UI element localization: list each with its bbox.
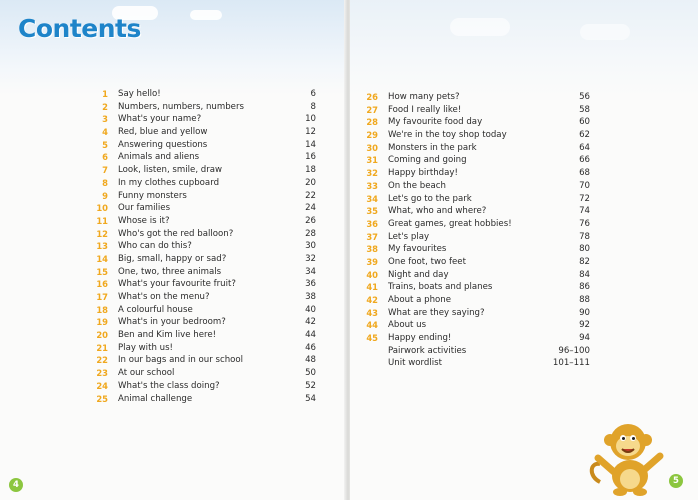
unit-number: 29 xyxy=(366,130,378,141)
unit-number: 11 xyxy=(96,215,108,226)
unit-number: 4 xyxy=(102,127,108,138)
unit-number: 15 xyxy=(96,266,108,277)
toc-entry xyxy=(92,151,316,164)
toc-list-left xyxy=(92,88,316,405)
toc-entry xyxy=(92,139,316,152)
toc-entry xyxy=(362,281,590,294)
page-ref: 76 xyxy=(579,218,590,229)
unit-number: 19 xyxy=(96,317,108,328)
unit-title: Coming and going xyxy=(388,155,467,166)
toc-entry xyxy=(92,202,316,215)
unit-number: 22 xyxy=(96,355,108,366)
unit-title: Our families xyxy=(118,203,171,214)
unit-number: 23 xyxy=(96,368,108,379)
unit-title: We're in the toy shop today xyxy=(388,130,507,141)
toc-entry xyxy=(362,307,590,320)
page-ref: 64 xyxy=(579,142,590,153)
page-ref: 62 xyxy=(579,130,590,141)
toc-entry xyxy=(92,342,316,355)
toc-entry xyxy=(362,129,590,142)
page-ref: 16 xyxy=(305,152,316,163)
unit-title: What's your name? xyxy=(118,114,202,125)
unit-number: 8 xyxy=(102,177,108,188)
unit-number: 32 xyxy=(366,168,378,179)
unit-number: 7 xyxy=(102,165,108,176)
page-ref: 18 xyxy=(305,165,316,176)
toc-entry xyxy=(92,329,316,342)
page-ref: 96–100 xyxy=(558,345,590,356)
page-ref: 12 xyxy=(305,127,316,138)
page-ref: 52 xyxy=(305,380,316,391)
page-number-badge-left: 4 xyxy=(9,478,23,492)
page-ref: 50 xyxy=(305,368,316,379)
unit-title: How many pets? xyxy=(388,92,460,102)
toc-entry xyxy=(92,354,316,367)
toc-entry xyxy=(92,278,316,291)
page-ref: 46 xyxy=(305,342,316,353)
toc-entry xyxy=(92,253,316,266)
page-ref: 24 xyxy=(305,203,316,214)
page-ref: 88 xyxy=(579,295,590,305)
page-ref: 66 xyxy=(579,155,590,166)
unit-title: Trains, boats and planes xyxy=(388,282,493,293)
page-ref: 78 xyxy=(579,231,590,242)
cloud-decoration xyxy=(450,18,510,36)
unit-number: 26 xyxy=(366,92,378,102)
toc-entry xyxy=(92,88,316,101)
unit-number: 35 xyxy=(366,206,378,217)
unit-title: My favourite food day xyxy=(388,117,483,128)
unit-number: 38 xyxy=(366,244,378,255)
page-ref: 14 xyxy=(305,139,316,150)
toc-entry xyxy=(92,316,316,329)
page-ref: 8 xyxy=(310,101,316,112)
page-ref: 74 xyxy=(579,206,590,217)
toc-entry xyxy=(92,126,316,139)
unit-number: 41 xyxy=(366,282,378,293)
unit-number: 10 xyxy=(96,203,108,214)
page-ref: 48 xyxy=(305,355,316,366)
unit-number: 18 xyxy=(96,304,108,315)
unit-number: 24 xyxy=(96,380,108,391)
unit-number: 16 xyxy=(96,279,108,290)
unit-title: Animal challenge xyxy=(118,393,193,404)
unit-title: Answering questions xyxy=(118,139,208,150)
toc-entry xyxy=(92,190,316,203)
unit-number: 36 xyxy=(366,218,378,229)
unit-title: One foot, two feet xyxy=(388,256,466,267)
toc-entry xyxy=(92,266,316,279)
toc-entry xyxy=(362,256,590,269)
toc-entry xyxy=(92,291,316,304)
page-ref: 10 xyxy=(305,114,316,125)
toc-entry xyxy=(362,154,590,167)
unit-title: What's in your bedroom? xyxy=(118,317,226,328)
unit-title: Unit wordlist xyxy=(388,358,442,369)
unit-title: Let's go to the park xyxy=(388,193,472,204)
toc-entry xyxy=(362,116,590,129)
unit-title: On the beach xyxy=(388,180,446,191)
toc-entry xyxy=(92,393,316,406)
unit-title: Happy birthday! xyxy=(388,168,458,179)
left-page xyxy=(0,0,346,500)
cloud-decoration xyxy=(580,24,630,40)
toc-entry xyxy=(362,167,590,180)
page-ref: 70 xyxy=(579,180,590,191)
unit-number: 21 xyxy=(96,342,108,353)
page-ref: 28 xyxy=(305,228,316,239)
unit-title: Look, listen, smile, draw xyxy=(118,165,223,176)
contents-title: Contents xyxy=(18,14,141,43)
page-ref: 58 xyxy=(579,104,590,115)
page-ref: 54 xyxy=(305,393,316,404)
unit-number: 40 xyxy=(366,269,378,280)
unit-title: My favourites xyxy=(388,244,447,255)
unit-number: 28 xyxy=(366,117,378,128)
page-number-badge-right: 5 xyxy=(669,474,683,488)
toc-entry xyxy=(362,104,590,117)
unit-title: Who's got the red balloon? xyxy=(118,228,234,239)
toc-entry xyxy=(362,142,590,155)
unit-number: 31 xyxy=(366,155,378,166)
unit-number: 27 xyxy=(366,104,378,115)
monkey-illustration xyxy=(586,412,670,498)
page-ref: 82 xyxy=(579,256,590,267)
unit-number: 20 xyxy=(96,330,108,341)
unit-number: 2 xyxy=(102,101,108,112)
toc-list-right xyxy=(362,91,590,370)
unit-title: Let's play xyxy=(388,231,430,242)
toc-entry xyxy=(92,240,316,253)
unit-title: What, who and where? xyxy=(388,206,487,217)
unit-number: 33 xyxy=(366,180,378,191)
unit-title: About us xyxy=(388,320,427,331)
unit-number: 34 xyxy=(366,193,378,204)
page-ref: 30 xyxy=(305,241,316,252)
toc-entry xyxy=(362,205,590,218)
unit-number: 30 xyxy=(366,142,378,153)
toc-entry xyxy=(362,243,590,256)
toc-entry xyxy=(92,304,316,317)
unit-title: What are they saying? xyxy=(388,307,485,318)
toc-entry xyxy=(362,193,590,206)
unit-title: One, two, three animals xyxy=(118,266,222,277)
toc-entry xyxy=(362,357,590,370)
page-ref: 20 xyxy=(305,177,316,188)
page-ref: 72 xyxy=(579,193,590,204)
cloud-decoration xyxy=(190,10,222,20)
sky-background xyxy=(350,0,698,95)
unit-title: In my clothes cupboard xyxy=(118,177,220,188)
unit-number: 43 xyxy=(366,307,378,318)
unit-title: What's your favourite fruit? xyxy=(118,279,236,290)
toc-entry xyxy=(362,231,590,244)
unit-number: 6 xyxy=(102,152,108,163)
unit-number: 3 xyxy=(102,114,108,125)
page-ref: 101–111 xyxy=(552,358,590,369)
unit-title: What's the class doing? xyxy=(118,380,220,391)
toc-entry xyxy=(92,380,316,393)
toc-entry xyxy=(362,91,590,104)
page-ref: 90 xyxy=(579,307,590,318)
page-ref: 40 xyxy=(305,304,316,315)
page-ref: 56 xyxy=(579,92,590,102)
page-ref: 22 xyxy=(305,190,316,201)
toc-entry xyxy=(362,332,590,345)
unit-title: At our school xyxy=(118,368,175,379)
unit-title: Food I really like! xyxy=(388,104,462,115)
unit-title: Happy ending! xyxy=(388,333,452,344)
toc-entry xyxy=(92,113,316,126)
unit-number: 5 xyxy=(102,139,108,150)
unit-number: 17 xyxy=(96,292,108,302)
page-ref: 84 xyxy=(579,269,590,280)
toc-entry xyxy=(92,367,316,380)
unit-title: In our bags and in our school xyxy=(118,355,244,366)
unit-number: 45 xyxy=(366,333,378,344)
unit-title: Who can do this? xyxy=(118,241,192,252)
unit-title: Animals and aliens xyxy=(118,152,200,163)
unit-title: Say hello! xyxy=(118,89,161,99)
page-ref: 80 xyxy=(579,244,590,255)
unit-title: Monsters in the park xyxy=(388,142,477,153)
unit-title: Whose is it? xyxy=(118,215,170,226)
unit-title: Night and day xyxy=(388,269,449,280)
unit-number: 13 xyxy=(96,241,108,252)
unit-title: Numbers, numbers, numbers xyxy=(118,101,244,112)
toc-entry xyxy=(362,319,590,332)
page-ref: 68 xyxy=(579,168,590,179)
unit-title: Pairwork activities xyxy=(388,345,467,356)
unit-title: Ben and Kim live here! xyxy=(118,330,217,341)
page-ref: 60 xyxy=(579,117,590,128)
unit-number: 1 xyxy=(102,89,108,99)
unit-number: 39 xyxy=(366,256,378,267)
unit-title: What's on the menu? xyxy=(118,292,210,302)
unit-number: 9 xyxy=(102,190,108,201)
toc-entry xyxy=(92,228,316,241)
unit-title: Play with us! xyxy=(118,342,173,353)
unit-title: Great games, great hobbies! xyxy=(388,218,512,229)
unit-number: 37 xyxy=(366,231,378,242)
unit-title: Funny monsters xyxy=(118,190,187,201)
toc-entry xyxy=(92,215,316,228)
toc-entry xyxy=(362,345,590,358)
page-ref: 38 xyxy=(305,292,316,302)
page-ref: 92 xyxy=(579,320,590,331)
toc-entry xyxy=(92,177,316,190)
unit-number: 44 xyxy=(366,320,378,331)
page-ref: 6 xyxy=(310,89,316,99)
unit-title: A colourful house xyxy=(118,304,193,315)
unit-title: Big, small, happy or sad? xyxy=(118,253,227,264)
unit-number: 25 xyxy=(96,393,108,404)
page-ref: 44 xyxy=(305,330,316,341)
page-ref: 26 xyxy=(305,215,316,226)
toc-entry xyxy=(92,101,316,114)
toc-entry xyxy=(362,269,590,282)
toc-entry xyxy=(362,294,590,307)
page-ref: 34 xyxy=(305,266,316,277)
unit-title: Red, blue and yellow xyxy=(118,127,208,138)
toc-entry xyxy=(362,218,590,231)
unit-number: 14 xyxy=(96,253,108,264)
unit-number: 12 xyxy=(96,228,108,239)
page-ref: 42 xyxy=(305,317,316,328)
page-ref: 36 xyxy=(305,279,316,290)
unit-number: 42 xyxy=(366,295,378,305)
toc-entry xyxy=(362,180,590,193)
page-ref: 32 xyxy=(305,253,316,264)
page-ref: 94 xyxy=(579,333,590,344)
toc-entry xyxy=(92,164,316,177)
unit-title: About a phone xyxy=(388,295,452,305)
page-ref: 86 xyxy=(579,282,590,293)
